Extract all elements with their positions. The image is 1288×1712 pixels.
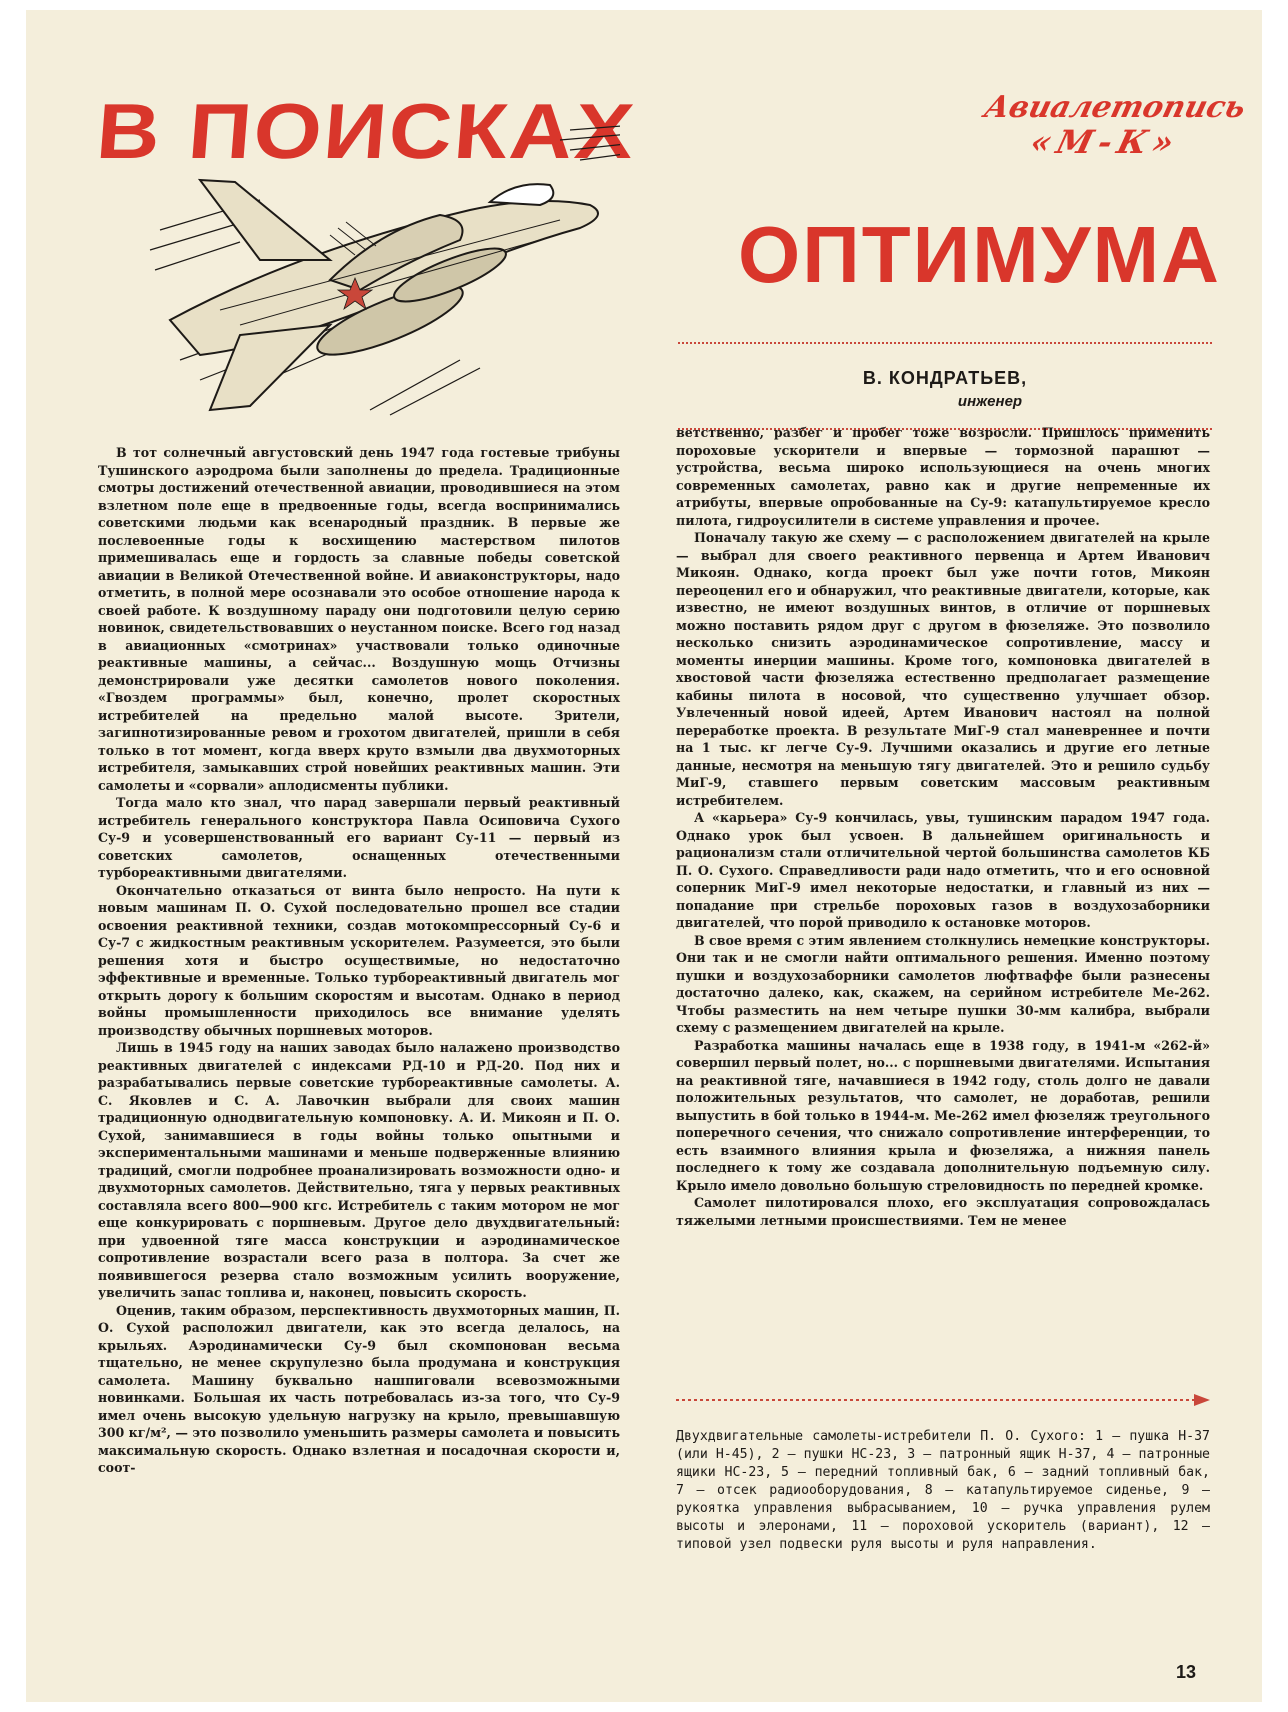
jet-fighter-drawing-icon <box>140 110 620 420</box>
paragraph: А «карьера» Су-9 кончилась, увы, тушинским парадом 1947 года. Однако урок был усвоен. В дальнейшем оригинальность и рационализм стали отличительной чертой большинства самолетов КБ П. О. Сухого. Справедливости ради надо отметить, что и его основной соперник МиГ-9 имел некоторые недостатки, и главный из них — попадание при стрельбе пороховых газов в воздухозаборники двигателей, что порой приводило к остановке моторов. <box>676 810 1210 930</box>
rubric-line-1: Авиалетопись <box>980 90 1250 125</box>
author-name: В. КОНДРАТЬЕВ, <box>862 368 1028 388</box>
paragraph: Поначалу такую же схему — с расположением двигателей на крыле — выбрал для своего реактивного первенца и Артем Иванович Микоян. Однако, когда проект был уже почти готов, Микоян переоценил его и обнаружил, что реактивные двигатели, которые, как известно, не имеют воздушных винтов, в отличие от поршневых можно поставить рядом друг с другом в фюзеляже. Это позволило несколько снизить аэродинамическое сопротивление, массу и моменты инерции машины. Кроме того, компоновка двигателей в хвостовой части фюзеляжа естественно предполагает размещение кабины пилота в носовой, что существенно улучшает обзор. Увлеченный новой идеей, Артем Иванович настоял на полной переработке проекта. В результате МиГ-9 стал маневреннее и почти на 1 тыс. кг легче Су-9. Лучшими оказались и другие его летные данные, несмотря на меньшую тягу двигателей. Это и решило судьбу МиГ-9, ставшего первым советским массовым реактивным истребителем. <box>676 530 1210 808</box>
title-line-1: В ПОИСКАХ <box>93 87 640 175</box>
paragraph: Лишь в 1945 году на наших заводах было налажено производство реактивных двигателей с индексами РД-10 и РД-20. Под них и разрабатывались первые советские турбореактивные самолеты. А. С. Яковлев и С. А. Лавочкин выбрали для своих машин традиционную однодвигательную компоновку. А. И. Микоян и П. О. Сухой, занимавшиеся в годы войны только опытными и экспериментальными машинами и меньше подверженные влиянию традиций, смогли подробнее проанализировать возможности одно- и двухмоторных самолетов. Действительно, тяга у первых реактивных составляла всего 800—900 кгс. Истребитель с таким мотором не мог еще конкурировать с поршневым. Другое дело двухдвигательный: при удвоенной тяге масса конструкции и аэродинамическое сопротивление возрастали всего раза в полтора. За счет же появившегося резерва стало возможным усилить вооружение, увеличить запас топлива и, наконец, повысить скорость. <box>98 1040 620 1300</box>
paragraph: В свое время с этим явлением столкнулись немецкие конструкторы. Они так и не смогли найти оптимального решения. Именно поэтому пушки и воздухозаборники самолетов люфтваффе были разнесены достаточно далеко, как, скажем, на серийном истребителе Ме-262. Чтобы разместить на нем четыре пушки 30-мм калибра, выбрали схему с размещением двигателей на крыле. <box>676 932 1210 1035</box>
byline <box>678 368 1212 410</box>
page-number: 13 <box>1176 1662 1197 1682</box>
paragraph: В тот солнечный августовский день 1947 года гостевые трибуны Тушинского аэродрома были заполнены до предела. Традиционные смотры достижений отечественной авиации, проводившиеся на этом взлетном поле еще в предвоенные годы, всегда воспринимались советскими людьми как всенародный праздник. В первые же послевоенные годы к восхищению мастерством пилотов примешивалась еще и гордость за славные победы советской авиации в Великой Отечественной войне. И авиаконструкторы, надо отметить, в полной мере осознавали это особое отношение народа к своей работе. К воздушному параду они подготовили целую серию новинок, свидетельствовавших о неустанном поиске. Всего год назад в авиационных «смотринах» участвовали только одиночные реактивные машины, а сейчас... Воздушную мощь Отчизны демонстрировали уже десятки самолетов нового поколения. «Гвоздем программы» был, конечно, пролет скоростных истребителей на предельно малой высоте. Зрители, загипнотизированные ревом и грохотом двигателей, пришли в себя только в тот момент, когда вверх круто взмыли два двухмоторных истребителя, замыкавших строй новейших реактивных машин. Эти самолеты и «сорвали» аплодисменты публики. <box>98 445 620 793</box>
rubric-line-2: «М-К» <box>1026 122 1184 161</box>
paragraph: Самолет пилотировался плохо, его эксплуатация сопровождалась тяжелыми летными происшествиями. Тем не менее <box>676 1195 1210 1228</box>
paragraph: ветственно, разбег и пробег тоже возросли. Пришлось применить пороховые ускорители и впервые — тормозной парашют — устройства, весьма широко использующиеся на очень многих современных самолетах, равно как и другие непременные их атрибуты, впервые опробованные на Су-9: катапультируемое кресло пилота, гидроусилители в системе управления и прочее. <box>676 425 1210 528</box>
paragraph: Оценив, таким образом, перспективность двухмоторных машин, П. О. Сухой расположил двигатели, как это всегда делалось, на крыльях. Аэродинамически Су-9 был скомпонован весьма тщательно, не менее скрупулезно была продумана и конструкция самолета. Машину буквально нашпиговали всевозможными новинками. Большая их часть потребовалась из-за того, что Су-9 имел очень высокую удельную нагрузку на крыло, превышавшую 300 кг/м², — это позволило уменьшить размеры самолета и повысить максимальную скорость. Однако взлетная и посадочная скорости и, соот- <box>98 1302 620 1475</box>
article-column-1 <box>98 444 620 1477</box>
figure-caption: Двухдвигательные самолеты-истребители П. О. Сухого: 1 — пушка Н-37 (или Н-45), 2 — пушки НС-23, 3 — патронный ящик Н-37, 4 — патронные ящики НС-23, 5 — передний топливный бак, 6 — задний топливный бак, 7 — отсек радиооборудования, 8 — катапультируемое сиденье, 9 — рукоятка управления выбрасыванием, 10 — ручка управления рулем высоты и элеронами, 11 — пороховой ускоритель (вариант), 12 — типовой узел подвески руля высоты и руля направления. <box>676 1429 1210 1552</box>
paragraph: Тогда мало кто знал, что парад завершали первый реактивный истребитель генерального конструктора Павла Осиповича Сухого Су-9 и усовершенствованный его вариант Су-11 — первый из советских самолетов, оснащенных отечественными турбореактивными двигателями. <box>98 795 620 880</box>
article-column-2 <box>676 424 1210 1229</box>
paragraph: Разработка машины началась еще в 1938 году, в 1941-м «262-й» совершил первый полет, но... с поршневыми двигателями. Испытания на реактивной тяге, начавшиеся в 1942 году, столь долго не давали положительных результатов, что самолет, не доработав, решили выпустить в бой только в 1944-м. Ме-262 имел фюзеляж треугольного поперечного сечения, что снижало сопротивление интерференции, то есть взаимного влияния крыла и фюзеляжа, а нижняя панель последнего к тому же создавала дополнительную подъемную силу. Крыло имело довольно большую стреловидность по передней кромке. <box>676 1037 1210 1193</box>
rubric <box>980 90 1250 161</box>
paragraph: Окончательно отказаться от винта было непросто. На пути к новым машинам П. О. Сухой последовательно прошел все стадии освоения реактивной техники, создав мотокомпрессорный Су-6 и Су-7 с жидкостным реактивным ускорителем. Разумеется, это были решения хотя и быстро осуществимые, но недостаточно эффективные и временные. Только турбореактивный двигатель мог открыть дорогу к большим скоростям и высотам. Однако в период войны промышленности приходилось все внимание уделять производству обычных поршневых моторов. <box>98 882 620 1038</box>
divider-top <box>678 342 1212 344</box>
title-line-2: ОПТИМУМА <box>738 210 1221 299</box>
author-role: инженер <box>957 393 1023 410</box>
arrow-right-icon <box>676 1392 1210 1408</box>
